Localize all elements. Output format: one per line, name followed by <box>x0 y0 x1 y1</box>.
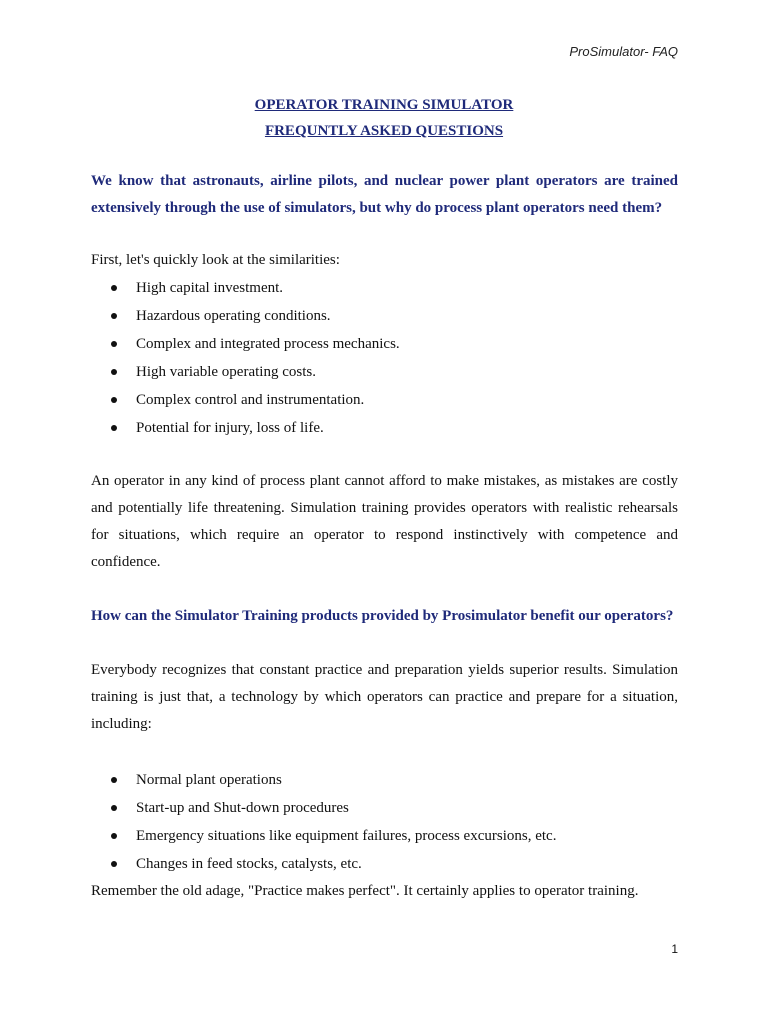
document-body <box>91 168 678 905</box>
page-number: 1 <box>671 942 678 956</box>
list-item-text: Start-up and Shut-down procedures <box>136 800 349 816</box>
list-item <box>91 766 678 794</box>
list-item-text: Potential for injury, loss of life. <box>136 420 324 436</box>
list-item-text: Changes in feed stocks, catalysts, etc. <box>136 856 362 872</box>
bullet-icon <box>111 777 117 783</box>
list-item <box>91 330 678 358</box>
bullet-icon <box>111 397 117 403</box>
list-item <box>91 386 678 414</box>
list-item <box>91 414 678 442</box>
bullet-icon <box>111 425 117 431</box>
list-item-text: High capital investment. <box>136 280 284 296</box>
page-header: ProSimulator- FAQ <box>569 44 678 59</box>
list-item <box>91 358 678 386</box>
list-item-text: High variable operating costs. <box>136 364 316 380</box>
answer-2-paragraph: Everybody recognizes that constant practice and preparation yields superior results. Simulation training is just that, a technology by which operators can practice and prepare for a situation, including: <box>91 662 678 732</box>
title-line-2: FREQUNTLY ASKED QUESTIONS <box>264 123 504 139</box>
bullet-icon <box>111 341 117 347</box>
list-item <box>91 274 678 302</box>
list-item-text: Complex control and instrumentation. <box>136 392 365 408</box>
list-item <box>91 822 678 850</box>
similarities-list <box>91 274 678 442</box>
question-2: How can the Simulator Training products provided by Prosimulator benefit our operators? <box>91 608 674 624</box>
bullet-icon <box>111 369 117 375</box>
list-item <box>91 794 678 822</box>
bullet-icon <box>111 861 117 867</box>
document-title-block <box>0 92 768 144</box>
list-item-text: Complex and integrated process mechanics. <box>136 336 400 352</box>
bullet-icon <box>111 313 117 319</box>
bullet-icon <box>111 833 117 839</box>
question-1: We know that astronauts, airline pilots, and nuclear power plant operators are trained extensively through the use of simulators, but why do process plant operators need them? <box>91 173 678 216</box>
closing-paragraph: Remember the old adage, "Practice makes perfect". It certainly applies to operator training. <box>91 883 639 899</box>
list-item-text: Hazardous operating conditions. <box>136 308 331 324</box>
list-item <box>91 302 678 330</box>
bullet-icon <box>111 285 117 291</box>
title-line-1: OPERATOR TRAINING SIMULATOR <box>254 97 514 113</box>
list-item-text: Emergency situations like equipment failures, process excursions, etc. <box>136 828 557 844</box>
list-item-text: Normal plant operations <box>136 772 282 788</box>
intro-paragraph: First, let's quickly look at the similarities: <box>91 252 340 268</box>
answer-1-paragraph: An operator in any kind of process plant cannot afford to make mistakes, as mistakes are costly and potentially life threatening. Simulation training provides operators with realistic rehearsals for situations, which require an operator to respond instinctively with competence and confidence. <box>91 473 678 570</box>
bullet-icon <box>111 805 117 811</box>
training-situations-list <box>91 766 678 878</box>
list-item <box>91 850 678 878</box>
